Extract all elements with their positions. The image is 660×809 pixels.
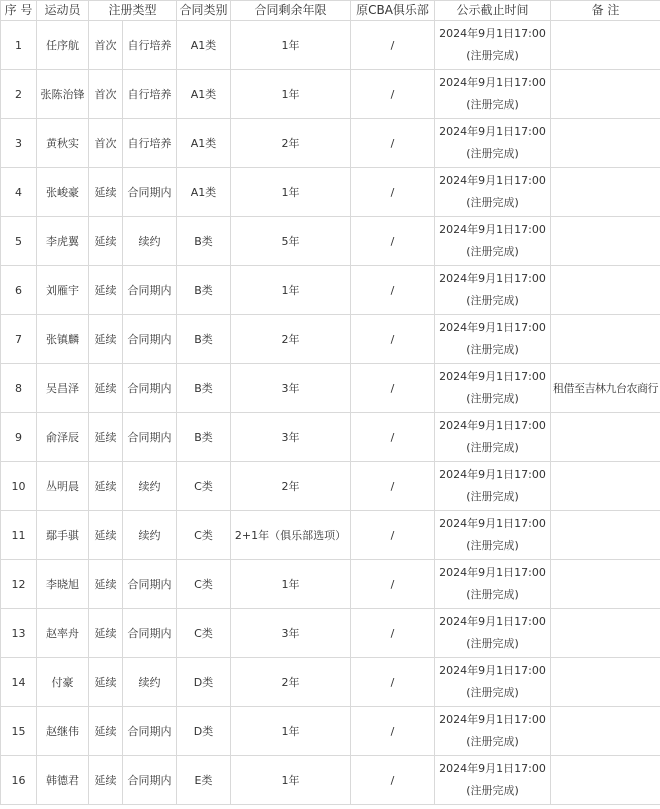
cell-athlete: 刘雁宇 — [37, 266, 89, 315]
cell-contract-years: 3年 — [231, 364, 351, 413]
cell-athlete: 任序航 — [37, 21, 89, 70]
cell-deadline — [435, 511, 551, 560]
cell-registration-mode: 续约 — [123, 511, 177, 560]
cell-note — [551, 217, 660, 266]
registration-status: (注册完成) — [466, 147, 519, 160]
registration-status: (注册完成) — [466, 294, 519, 307]
registration-status: (注册完成) — [466, 49, 519, 62]
cell-deadline — [435, 315, 551, 364]
cell-registration-type: 延续 — [89, 168, 123, 217]
table-row — [1, 70, 660, 119]
cell-registration-mode: 合同期内 — [123, 413, 177, 462]
cell-deadline — [435, 168, 551, 217]
cell-contract-years: 2年 — [231, 119, 351, 168]
cell-registration-type: 延续 — [89, 560, 123, 609]
cell-deadline — [435, 217, 551, 266]
cell-note — [551, 707, 660, 756]
cell-index: 13 — [1, 609, 37, 658]
deadline-time: 2024年9月1日17:00 — [439, 713, 546, 726]
registration-status: (注册完成) — [466, 392, 519, 405]
deadline-time: 2024年9月1日17:00 — [439, 370, 546, 383]
cell-note — [551, 511, 660, 560]
cell-contract-years: 1年 — [231, 707, 351, 756]
cell-contract-years: 2+1年（俱乐部选项） — [231, 511, 351, 560]
cell-former-club: / — [351, 364, 435, 413]
cell-registration-mode: 自行培养 — [123, 119, 177, 168]
cell-former-club: / — [351, 511, 435, 560]
cell-note — [551, 266, 660, 315]
cell-athlete: 吴昌泽 — [37, 364, 89, 413]
cell-former-club: / — [351, 70, 435, 119]
deadline-time: 2024年9月1日17:00 — [439, 125, 546, 138]
cell-note — [551, 21, 660, 70]
header-note: 备 注 — [551, 1, 660, 21]
cell-index: 16 — [1, 756, 37, 805]
registration-status: (注册完成) — [466, 490, 519, 503]
cell-contract-class: A1类 — [177, 168, 231, 217]
cell-registration-mode: 续约 — [123, 217, 177, 266]
cell-contract-class: D类 — [177, 658, 231, 707]
cell-athlete: 韩德君 — [37, 756, 89, 805]
deadline-time: 2024年9月1日17:00 — [439, 174, 546, 187]
cell-contract-class: B类 — [177, 217, 231, 266]
cell-contract-class: C类 — [177, 462, 231, 511]
cell-note — [551, 413, 660, 462]
deadline-time: 2024年9月1日17:00 — [439, 664, 546, 677]
cell-contract-class: D类 — [177, 707, 231, 756]
cell-note — [551, 658, 660, 707]
cell-deadline — [435, 119, 551, 168]
cell-contract-years: 5年 — [231, 217, 351, 266]
cell-former-club: / — [351, 707, 435, 756]
cell-registration-type: 延续 — [89, 462, 123, 511]
table-row — [1, 21, 660, 70]
table-header — [1, 1, 660, 21]
cell-former-club: / — [351, 560, 435, 609]
cell-contract-years: 2年 — [231, 462, 351, 511]
cell-index: 1 — [1, 21, 37, 70]
deadline-time: 2024年9月1日17:00 — [439, 468, 546, 481]
cell-registration-type: 延续 — [89, 658, 123, 707]
registration-status: (注册完成) — [466, 441, 519, 454]
cell-contract-class: B类 — [177, 266, 231, 315]
cell-former-club: / — [351, 266, 435, 315]
cell-contract-class: E类 — [177, 756, 231, 805]
cell-registration-type: 延续 — [89, 756, 123, 805]
header-row — [1, 1, 660, 21]
cell-index: 5 — [1, 217, 37, 266]
cell-note — [551, 609, 660, 658]
table-row — [1, 756, 660, 805]
header-athlete: 运动员 — [37, 1, 89, 21]
cell-former-club: / — [351, 217, 435, 266]
cell-index: 2 — [1, 70, 37, 119]
cell-deadline — [435, 658, 551, 707]
cell-deadline — [435, 756, 551, 805]
cell-registration-type: 延续 — [89, 609, 123, 658]
cell-contract-class: C类 — [177, 609, 231, 658]
table-row — [1, 266, 660, 315]
cell-deadline — [435, 364, 551, 413]
cell-registration-mode: 续约 — [123, 462, 177, 511]
cell-registration-mode: 合同期内 — [123, 707, 177, 756]
table-row — [1, 560, 660, 609]
cell-note — [551, 560, 660, 609]
cell-index: 11 — [1, 511, 37, 560]
deadline-time: 2024年9月1日17:00 — [439, 272, 546, 285]
cell-registration-mode: 合同期内 — [123, 756, 177, 805]
cell-contract-class: C类 — [177, 560, 231, 609]
cell-contract-class: B类 — [177, 364, 231, 413]
cell-former-club: / — [351, 119, 435, 168]
cell-contract-class: A1类 — [177, 21, 231, 70]
cell-deadline — [435, 560, 551, 609]
table-row — [1, 707, 660, 756]
registration-status: (注册完成) — [466, 539, 519, 552]
deadline-time: 2024年9月1日17:00 — [439, 566, 546, 579]
cell-registration-mode: 合同期内 — [123, 168, 177, 217]
cell-contract-years: 2年 — [231, 315, 351, 364]
cell-contract-class: C类 — [177, 511, 231, 560]
cell-registration-mode: 自行培养 — [123, 70, 177, 119]
cell-contract-class: B类 — [177, 315, 231, 364]
cell-athlete: 付豪 — [37, 658, 89, 707]
table-row — [1, 168, 660, 217]
cell-index: 15 — [1, 707, 37, 756]
cell-registration-type: 延续 — [89, 315, 123, 364]
deadline-time: 2024年9月1日17:00 — [439, 321, 546, 334]
cell-registration-type: 首次 — [89, 119, 123, 168]
cell-registration-type: 延续 — [89, 511, 123, 560]
registration-status: (注册完成) — [466, 735, 519, 748]
deadline-time: 2024年9月1日17:00 — [439, 517, 546, 530]
registration-status: (注册完成) — [466, 343, 519, 356]
cell-contract-years: 1年 — [231, 70, 351, 119]
cell-note — [551, 462, 660, 511]
cell-contract-years: 1年 — [231, 756, 351, 805]
cell-deadline — [435, 609, 551, 658]
cell-athlete: 丛明晨 — [37, 462, 89, 511]
cell-registration-mode: 续约 — [123, 658, 177, 707]
cell-former-club: / — [351, 609, 435, 658]
cell-athlete: 张镇麟 — [37, 315, 89, 364]
cell-athlete: 赵率舟 — [37, 609, 89, 658]
cell-contract-years: 1年 — [231, 266, 351, 315]
deadline-time: 2024年9月1日17:00 — [439, 223, 546, 236]
cell-index: 6 — [1, 266, 37, 315]
registration-status: (注册完成) — [466, 637, 519, 650]
cell-contract-years: 1年 — [231, 560, 351, 609]
cell-athlete: 张陈治锋 — [37, 70, 89, 119]
deadline-time: 2024年9月1日17:00 — [439, 762, 546, 775]
deadline-time: 2024年9月1日17:00 — [439, 615, 546, 628]
table-row — [1, 364, 660, 413]
cell-registration-mode: 合同期内 — [123, 266, 177, 315]
cell-registration-mode: 合同期内 — [123, 609, 177, 658]
header-contract-class: 合同类别 — [177, 1, 231, 21]
header-registration-type: 注册类型 — [89, 1, 177, 21]
registration-status: (注册完成) — [466, 196, 519, 209]
table-row — [1, 119, 660, 168]
header-former-club: 原CBA俱乐部 — [351, 1, 435, 21]
cell-index: 14 — [1, 658, 37, 707]
cell-contract-years: 3年 — [231, 609, 351, 658]
cell-index: 9 — [1, 413, 37, 462]
cell-contract-years: 2年 — [231, 658, 351, 707]
table-row — [1, 413, 660, 462]
cell-former-club: / — [351, 168, 435, 217]
deadline-time: 2024年9月1日17:00 — [439, 419, 546, 432]
cell-note — [551, 315, 660, 364]
cell-index: 10 — [1, 462, 37, 511]
registration-status: (注册完成) — [466, 686, 519, 699]
table-row — [1, 658, 660, 707]
cell-note: 租借至吉林九台农商行 — [551, 364, 660, 413]
cell-registration-type: 延续 — [89, 266, 123, 315]
table-body — [1, 21, 660, 805]
registration-status: (注册完成) — [466, 245, 519, 258]
cell-index: 3 — [1, 119, 37, 168]
cell-index: 12 — [1, 560, 37, 609]
cell-index: 8 — [1, 364, 37, 413]
registration-status: (注册完成) — [466, 98, 519, 111]
cell-deadline — [435, 21, 551, 70]
table-row — [1, 315, 660, 364]
cell-registration-type: 延续 — [89, 707, 123, 756]
cell-note — [551, 70, 660, 119]
cell-registration-type: 延续 — [89, 413, 123, 462]
deadline-time: 2024年9月1日17:00 — [439, 76, 546, 89]
deadline-time: 2024年9月1日17:00 — [439, 27, 546, 40]
cell-contract-years: 1年 — [231, 168, 351, 217]
cell-registration-type: 首次 — [89, 21, 123, 70]
table-row — [1, 217, 660, 266]
cell-note — [551, 756, 660, 805]
cell-former-club: / — [351, 413, 435, 462]
cell-athlete: 黄秋实 — [37, 119, 89, 168]
cell-registration-mode: 合同期内 — [123, 560, 177, 609]
table-row — [1, 609, 660, 658]
registration-status: (注册完成) — [466, 588, 519, 601]
cell-contract-class: A1类 — [177, 70, 231, 119]
table-row — [1, 511, 660, 560]
registration-status: (注册完成) — [466, 784, 519, 797]
cell-deadline — [435, 413, 551, 462]
cell-index: 7 — [1, 315, 37, 364]
cell-athlete: 俞泽辰 — [37, 413, 89, 462]
cell-athlete: 赵继伟 — [37, 707, 89, 756]
cell-index: 4 — [1, 168, 37, 217]
cell-note — [551, 119, 660, 168]
cell-athlete: 李虎翼 — [37, 217, 89, 266]
cell-athlete: 鄢手骐 — [37, 511, 89, 560]
header-index: 序 号 — [1, 1, 37, 21]
cell-deadline — [435, 70, 551, 119]
cell-contract-years: 3年 — [231, 413, 351, 462]
cell-deadline — [435, 707, 551, 756]
cell-registration-type: 首次 — [89, 70, 123, 119]
cell-contract-class: A1类 — [177, 119, 231, 168]
cell-former-club: / — [351, 21, 435, 70]
cell-deadline — [435, 462, 551, 511]
cell-deadline — [435, 266, 551, 315]
cell-contract-years: 1年 — [231, 21, 351, 70]
cell-former-club: / — [351, 315, 435, 364]
cell-former-club: / — [351, 756, 435, 805]
cell-note — [551, 168, 660, 217]
cell-former-club: / — [351, 658, 435, 707]
cell-registration-mode: 自行培养 — [123, 21, 177, 70]
cell-registration-type: 延续 — [89, 217, 123, 266]
cell-former-club: / — [351, 462, 435, 511]
cell-athlete: 李晓旭 — [37, 560, 89, 609]
table-row — [1, 462, 660, 511]
header-contract-years: 合同剩余年限 — [231, 1, 351, 21]
cell-athlete: 张峻豪 — [37, 168, 89, 217]
cell-registration-mode: 合同期内 — [123, 315, 177, 364]
header-deadline: 公示截止时间 — [435, 1, 551, 21]
cell-registration-type: 延续 — [89, 364, 123, 413]
cell-contract-class: B类 — [177, 413, 231, 462]
cell-registration-mode: 合同期内 — [123, 364, 177, 413]
